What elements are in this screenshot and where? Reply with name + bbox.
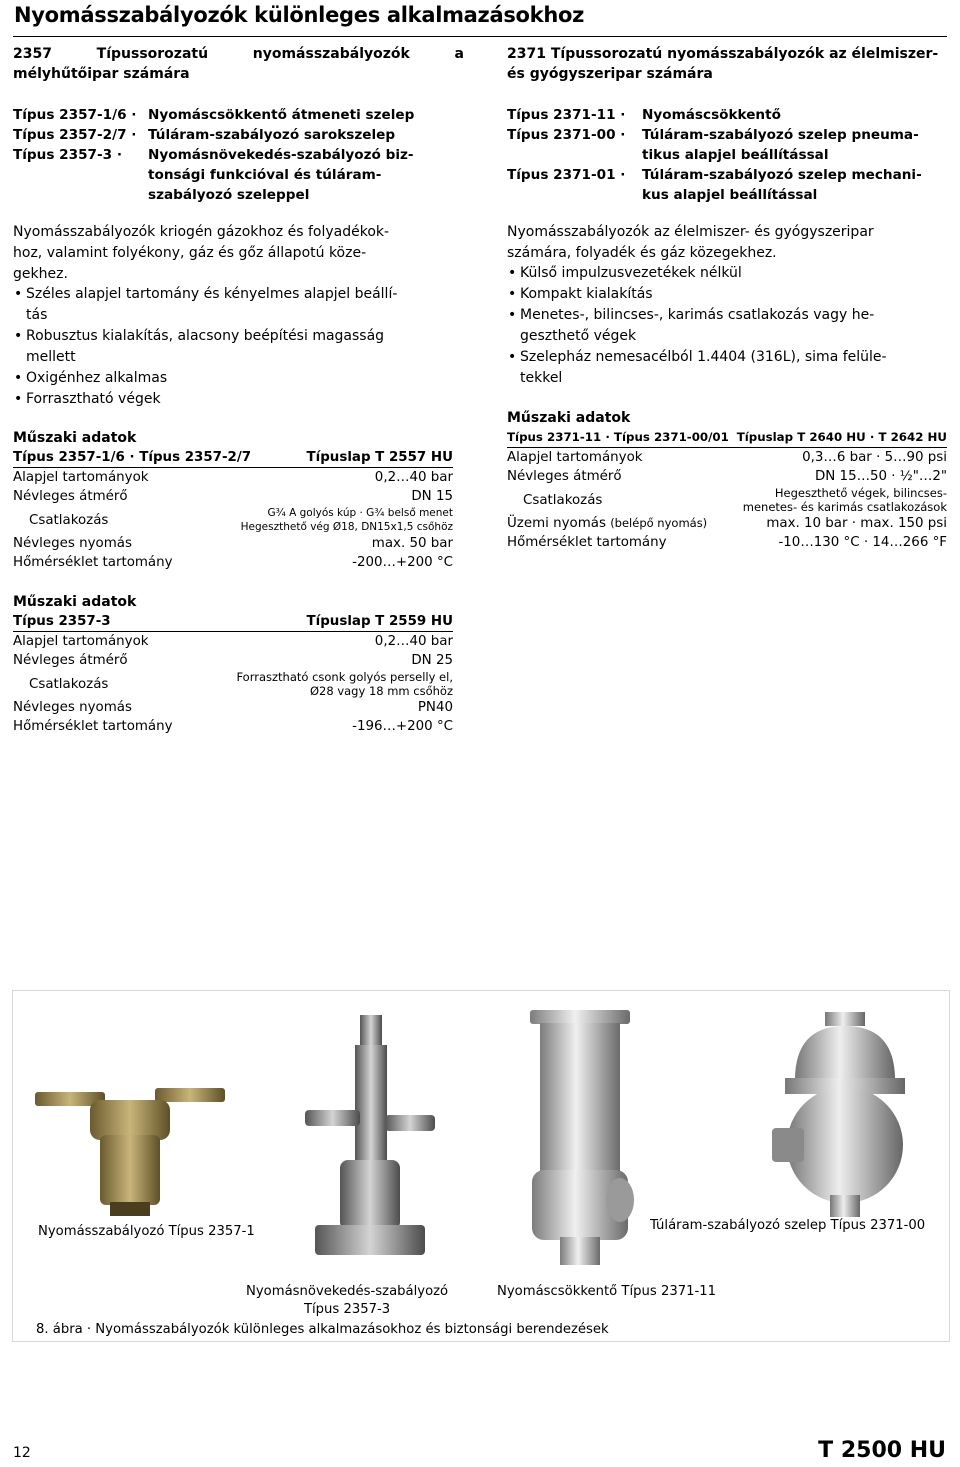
- spec-row: Névleges átmérő DN 15…50 · ½"…2": [507, 469, 947, 484]
- list-item: • Menetes-, bilincses-, karimás csatlakozás vagy he- geszthető végek: [508, 307, 875, 344]
- spec-row: Csatlakozás G¾ A golyós kúp · G¾ belső menet Hegeszthető vég Ø18, DN15x1,5 csőhöz: [29, 507, 453, 533]
- spec-header: Típus 2357-3 Típuslap T 2559 HU: [13, 612, 453, 632]
- type-text: Túláram-szabályozó sarokszelep: [148, 127, 396, 143]
- intro-line: hoz, valamint folyékony, gáz és gőz állapotú köze-: [13, 245, 367, 261]
- document-code: T 2500 HU: [818, 1438, 946, 1463]
- caption-2357-3: Nyomásnövekedés-szabályozó Típus 2357-3: [246, 1284, 449, 1317]
- list-item: • Oxigénhez alkalmas: [13, 368, 464, 389]
- bullet-icon: •: [14, 328, 23, 344]
- type-key: Típus 2371-11 ·: [507, 107, 626, 123]
- right-bullet-list: [507, 263, 952, 389]
- right-heading: [507, 44, 947, 84]
- valve-2371-00-image: [770, 1010, 920, 1220]
- type-text: Nyomásnövekedés-szabályozó biz-: [148, 147, 414, 163]
- caption-2357-1: Nyomásszabályozó Típus 2357-1: [38, 1224, 255, 1239]
- type-key: Típus 2371-00 ·: [507, 127, 626, 143]
- type-key: [13, 165, 148, 185]
- type-text: Nyomáscsökkentő átmeneti szelep: [148, 107, 415, 123]
- left-heading-word: nyomásszabályozók: [252, 46, 410, 62]
- type-key: Típus 2357-3 ·: [13, 147, 122, 163]
- type-key: Típus 2357-2/7 ·: [13, 127, 137, 143]
- spec-row: Üzemi nyomás (belépő nyomás) max. 10 bar · max. 150 psi: [507, 516, 947, 531]
- type-key: Típus 2371-01 ·: [507, 167, 626, 183]
- bullet-icon: •: [508, 286, 517, 302]
- page-number: 12: [13, 1445, 31, 1461]
- list-item: • Kompakt kialakítás: [507, 284, 952, 305]
- intro-line: Nyomásszabályozók az élelmiszer- és gyógyszeripar: [507, 224, 874, 240]
- bullet-icon: •: [508, 265, 517, 281]
- spec-row: Névleges átmérő DN 25: [13, 653, 453, 668]
- intro-line: számára, folyadék és gáz közegekhez.: [507, 245, 777, 261]
- list-item: • Külső impulzusvezetékek nélkül: [507, 263, 952, 284]
- spec-row: Alapjel tartományok 0,2…40 bar: [13, 634, 453, 649]
- spec-title: Műszaki adatok: [507, 410, 631, 426]
- spec-row: Hőmérséklet tartomány -200…+200 °C: [13, 555, 453, 570]
- right-type-list: [507, 105, 952, 205]
- header-rule: [13, 36, 947, 37]
- spec-row: Névleges átmérő DN 15: [13, 489, 453, 504]
- type-key: Típus 2357-1/6 ·: [13, 107, 137, 123]
- caption-2371-11: Nyomáscsökkentő Típus 2371-11: [497, 1284, 717, 1299]
- intro-line: Nyomásszabályozók kriogén gázokhoz és folyadékok-: [13, 224, 390, 240]
- spec-header: Típus 2357-1/6 · Típus 2357-2/7 Típuslap T 2557 HU: [13, 448, 453, 468]
- type-text: Nyomáscsökkentő: [642, 107, 781, 123]
- list-item: • Szelepház nemesacélból 1.4404 (316L), sima felüle- tekkel: [508, 349, 887, 386]
- caption-2371-00: Túláram-szabályozó szelep Típus 2371-00: [650, 1218, 926, 1233]
- bullet-icon: •: [508, 307, 517, 323]
- left-heading-word: a: [454, 46, 464, 62]
- spec-table-2357-1: [13, 428, 453, 572]
- right-intro: [507, 222, 952, 264]
- type-text: Túláram-szabályozó szelep pneuma-: [642, 127, 919, 143]
- left-type-list: [13, 105, 464, 205]
- figure-caption: 8. ábra · Nyomásszabályozók különleges alkalmazásokhoz és biztonsági berendezések: [36, 1322, 609, 1337]
- type-key: [507, 145, 642, 165]
- right-heading-line1: 2371 Típussorozatú nyomásszabályozók az élelmiszer-: [507, 46, 939, 62]
- spec-row: Csatlakozás Forrasztható csonk golyós perselly el, Ø28 vagy 18 mm csőhöz: [29, 670, 453, 698]
- spec-row: Hőmérséklet tartomány -10…130 °C · 14…266 °F: [507, 535, 947, 550]
- right-heading-line2: és gyógyszeripar számára: [507, 66, 713, 82]
- type-text: szabályozó szeleppel: [148, 187, 310, 203]
- spec-header: Típus 2371-11 · Típus 2371-00/01 Típuslap T 2640 HU · T 2642 HU: [507, 428, 947, 448]
- valve-2357-3-image: [300, 1010, 440, 1270]
- type-text: tikus alapjel beállítással: [642, 147, 829, 163]
- left-heading-word: Típussorozatú: [96, 46, 209, 62]
- left-heading-word: 2357: [13, 46, 52, 62]
- valve-2357-1-image: [30, 1080, 230, 1220]
- type-text: Túláram-szabályozó szelep mechani-: [642, 167, 922, 183]
- spec-title: Műszaki adatok: [13, 430, 137, 446]
- bullet-icon: •: [508, 349, 517, 365]
- list-item: • Széles alapjel tartomány és kényelmes alapjel beállí- tás: [14, 286, 398, 323]
- left-bullet-list: [13, 284, 464, 410]
- list-item: • Forrasztható végek: [13, 389, 464, 410]
- spec-row: Névleges nyomás max. 50 bar: [13, 536, 453, 551]
- bullet-icon: •: [14, 391, 23, 407]
- left-heading-line2: mélyhűtőipar számára: [13, 66, 190, 82]
- spec-row: Hőmérséklet tartomány -196…+200 °C: [13, 719, 453, 734]
- spec-table-2357-3: [13, 592, 453, 736]
- type-key: [13, 185, 148, 205]
- left-heading: [13, 44, 464, 84]
- bullet-icon: •: [14, 370, 23, 386]
- spec-row: Alapjel tartományok 0,3…6 bar · 5…90 psi: [507, 450, 947, 465]
- spec-row: Alapjel tartományok 0,2…40 bar: [13, 470, 453, 485]
- valve-2371-11-image: [520, 1005, 640, 1270]
- spec-title: Műszaki adatok: [13, 594, 137, 610]
- intro-line: gekhez.: [13, 266, 68, 282]
- left-intro: [13, 222, 464, 285]
- bullet-icon: •: [14, 286, 23, 302]
- page-title: Nyomásszabályozók különleges alkalmazásokhoz: [14, 3, 585, 27]
- type-text: tonsági funkcióval és túláram-: [148, 167, 382, 183]
- spec-table-2371: [507, 408, 947, 552]
- type-key: [507, 185, 642, 205]
- list-item: • Robusztus kialakítás, alacsony beépítési magasság mellett: [14, 328, 385, 365]
- type-text: kus alapjel beállítással: [642, 187, 818, 203]
- spec-row: Névleges nyomás PN40: [13, 700, 453, 715]
- spec-row: Csatlakozás Hegeszthető végek, bilincses- menetes- és karimás csatlakozások: [523, 486, 947, 514]
